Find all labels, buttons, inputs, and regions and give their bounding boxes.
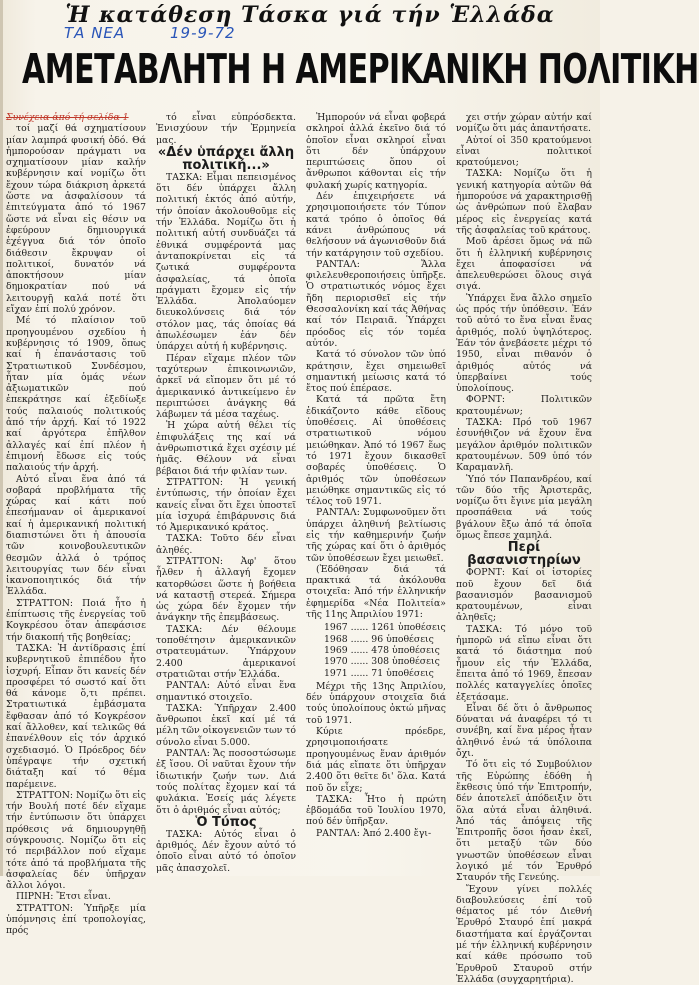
stat-line: 1969 ...... 478 ὑποθέσεις [324, 644, 440, 656]
paragraph: ΤΑΣΚΑ: Εἶμαι πεπεισμένος ὅτι δέν ὑπάρχει ἄλλη πολιτική ἐκτός ἀπό αὐτήν, τήν ὁποίαν ἀκολουθοῦμε εἰς τήν Ἑλλάδα. Νομίζω ὅτι ἡ πολιτική αὐτή συνδυάζει τά ἐθνικά συμφέροντά μας ἀνταποκρίνεται εἰς τά ζωτικά συμφέροντα ἀσφαλείας, τά ὁποῖα πράγματι ἔχομεν εἰς τήν Ἑλλάδα. Ἀπολαύομεν διευκολύνσεις διά τόν στόλον μας, τάς ὁποίας θά ἀπωλέσωμεν ἐάν δέν ὑπάρχει αὐτή ἡ κυβέρνησις. [156, 171, 296, 353]
paragraph: Ἡ χώρα αὐτή θέλει τίς ἐπιφυλάξεις της καί νά ἀνθρωπιστικά ἔχει σχέσιν μέ ἡμᾶς. Θέλουν νά εἶναι βέβαιοι διά τήν φιλίαν των. [156, 420, 296, 477]
paragraph: Κατά τό σύνολον τῶν ὑπό κράτησιν, ἔχει σημειωθεῖ σημαντική μείωσις κατά τό ἔτος πού ἐπέρασε. [306, 349, 446, 395]
paragraph: ΤΑΣΚΑ: Ἦτο ἡ πρώτη ἑβδομάδα τοῦ Ἰουλίου 1970, πού δέν ὑπῆρξαν. [306, 793, 446, 828]
paragraph: Μέχρι τῆς 13ης Ἀπριλίου, δέν ὑπάρχουν στοιχεῖα διά τούς ὑπολοίπους ὀκτώ μῆνας τοῦ 1971. [306, 680, 446, 726]
paragraph: ΤΑΣΚΑ: Τό μόνο τοῦ ἠμπορῶ νά εἴπω εἶναι ὅτι κατά τό διάστημα πού ἦμουν εἰς τήν Ἑλλάδα, ἔπειτα ἀπό τό 1969, ἔπεσαν πολλές καταγγελίες ὁποῖες ἐξετάσαμε. [456, 623, 592, 703]
paragraph: τό εἶναι εὐπρόσδεκτα. Ἐνισχύουν τήν Ἑρμηνεία μας. [156, 112, 296, 146]
paragraph: τοί μαζί θά σχηματίσουν μίαν λαμπρά φυσική ὁδό. Θά ἠμπορούσαν πράγματι να σχηματίσουν μίαν καλήν κυβέρνησιν καί νομίζω ὅτι ἔχουν τώρα διάκριση ἀρκετά ὥστε να ἀσφαλίσουν τά ἐπιτεύγματα ἀπό τό 1967 ὥστε νά εἶναι εἰς θέσιν να ἐφεύρουν δημιουργικά ἐχέγγυα διά τόν ὁποῖο διάθεσιν ἔκρυψαν οἱ πολιτικοί, δυνατόν νά ἀποκτήσουν μίαν δημοκρατίαν πού νά λειτουργῇ καλά ποτέ ὅτι εἴχαν ἐπί πολύ χρόνον. [6, 123, 146, 316]
case-statistics-list [324, 622, 446, 678]
paragraph: Μοῦ ἀρέσει ὅμως νά πῶ ὅτι ἡ ἑλληνική κυβέρνησις ἔχει ἀποφασίσει νά ἀπελευθερώσει ὅλους σιγά σιγά. [456, 236, 592, 293]
paragraph: Μέ τό πλαίσιον τοῦ προηγουμένου σχεδίου ἡ κυβέρνησις τό 1909, ὅπως καί ἡ ἐπανάστασις τοῦ Στρατιωτικοῦ Συνδέσμου, ἦταν μία ὁμάς νέων ἀξιωματικῶν πού ἐπεκράτησε καί ἐξεδίωξε τούς παλαιούς πολιτικούς ἀπό τήν ἀρχή. Καί τό 1922 καί ἀργότερα ἐπῆλθον ἀλλαγές καί ἐπί πλέον ἡ ἐπιμονή ἔδωσε εἰς τούς παλαιούς τήν ἀρχή. [6, 315, 146, 474]
stat-line: 1968 ...... 96 ὑποθέσεις [324, 633, 434, 645]
paragraph: ΤΑΣΚΑ: Τοῦτο δέν εἶναι ἀληθές. [156, 533, 296, 556]
column-1 [6, 112, 146, 937]
subheading-no-other-policy: «Δέν ὑπάρχει ἄλλη πολιτική...» [157, 144, 295, 173]
paragraph: ΣΤΡΑΤΤΟΝ: Ποιά ἦτο ἡ ἐπίπτωσις τῆς ἐνεργείας τοῦ Κογκρέσου ὅταν ἀπεφάσισε τήν διακοπή τῆς βοηθείας; [6, 597, 146, 643]
stat-line: 1970 ...... 308 ὑποθέσεις [324, 656, 440, 668]
main-headline: ΑΜΕΤΑΒΛΗΤΗ Η ΑΜΕΡΙΚΑΝΙΚΗ ΠΟΛΙΤΙΚΗ [22, 46, 699, 94]
kicker-title: Ἡ κατάθεση Τάσκα γιά τήν Ἑλλάδα [65, 2, 555, 28]
article-body [6, 112, 592, 985]
continued-marker: Συνέχεια ἀπό τή σελίδα 1 [6, 112, 129, 123]
paragraph: (Ἐδόθησαν διά τά πρακτικά τά ἀκόλουθα στοιχεῖα: Ἀπό τήν ἑλληνικήν ἐφημερίδα «Νέα Πολιτεία» τῆς 11ης Ἀπριλίου 1971: [306, 563, 446, 621]
paragraph: ΤΑΣΚΑ: Ἡ ἀντίδρασις ἐπί κυβερνητικοῦ ἐπιπέδου ἦτο ἰσχυρή. Εἶπαν ὅτι κανείς δέν προσφέρει τό σωστό καί ὅτι θά κάνομε ὅ,τι πρέπει. Στρατιωτικά ἐμβάσματα ἔφθασαν ἀπό τό Κογκρέσον καί ἄλλοθεν, καί τελικῶς θά ἐπανέλθουν εἰς τόν ἀρχικό σχεδιασμό. Ὁ Πρόεδρος δέν ὑπέγραψε τήν σχετική διάταξη καί τό θέμα παρέμεινε. [6, 642, 146, 790]
paragraph: ΦΟΡΝΤ: Πολιτικῶν κρατουμένων; [456, 394, 592, 417]
stat-line: 1971 ...... 71 ὑποθέσεις [324, 667, 434, 679]
paragraph: Ἔχουν γίνει πολλές διαβουλεύσεις ἐπί τοῦ θέματος μέ τόν Διεθνή Ἐρυθρό Σταυρό ἐπί μακρά διαστήματα καί ἐργάζονται μέ τήν ἑλληνική κυβέρνησιν καί κάθε πρόσωπο τοῦ Ἐρυθροῦ Σταυροῦ στήν Ἑλλάδα (συγχαρητήρια). [456, 883, 592, 985]
paragraph: Αὐτό εἶναι ἕνα ἀπό τά σοβαρά προβλήματα τῆς χώρας καί κάτι πού ἐπεσήμαναν οἱ ἀμερικανοί καί ἡ ἀμερικανική πολιτική διαπιστώνει ὅτι ἡ ἀπουσία τῶν κοινοβουλευτικῶν θεσμῶν ἀλλά ὁ τρόπος λειτουργίας των δέν εἶναι ἱκανοποιητικός διά τήν Ἑλλάδα. [6, 473, 146, 598]
paragraph: Πέραν εἴχαμε πλέον τῶν ταχύτερων ἐπικοινωνιῶν, ἀρκεῖ νά εἴπομεν ὅτι μέ τό ἀμερικανικό ἀντικείμενο ἐν περιπτώσει ἀνάγκης θά λάβωμεν τά μέσα ταχέως. [156, 352, 296, 421]
paragraph: ΡΑΝΤΑΛ: Ἄς ποσοστώσωμε ἐξ ἴσου. Οἱ ναῦται ἔχουν τήν ἰδιωτικήν ζωήν των. Διά τούς πολίτας ἔχομεν καί τά φυλάκια. Ἐσείς μάς λέγετε ὅτι ὁ ἀριθμός εἶναι αὐτός; [156, 748, 296, 816]
paragraph: ΣΤΡΑΤΤΟΝ: Νομίζω ὅτι εἰς τήν Βουλή ποτέ δέν εἴχαμε τήν ἐντύπωσιν ὅτι ὑπάρχει πρόθεσις νά δημιουργηθῇ σύγκρουσις. Νομίζω ὅτι εἰς τό περιβάλλον πού εἴχαμε τότε ἀπό τά προβλήματα τῆς ἀσφαλείας δέν ὑπῆρχαν ἄλλοι λόγοι. [6, 789, 146, 892]
paragraph: ΤΑΣΚΑ: Νομίζω ὅτι ἡ γενική κατηγορία αὐτῶν θά ἠμπορούσε νά χαρακτηρισθῇ ὡς ἀνθρώπων πού ἔλαβαν μέρος εἰς ἐνεργείας κατά τῆς ἀσφαλείας τοῦ κράτους. [456, 168, 592, 236]
column-3 [306, 112, 446, 872]
handwritten-date: 19-9-72 [170, 24, 236, 42]
paragraph: Δέν ἐπιχειρήσετε νά χρησιμοποιήσετε τόν Τύπον κατά τρόπο ὁ ὁποῖος θά κάνει ἀνθρώπους νά θελήσουν νά ἀγωνισθοῦν διά τήν κατάργησιν τοῦ σχεδίου. [306, 191, 446, 259]
subheading-press: Ὁ Τύπος [195, 814, 257, 830]
paragraph: Κύριε πρόεδρε, χρησιμοποιήσατε προηγουμένως ἕναν ἀριθμόν διά μάς εἴπατε ὅτι ὑπῆρχαν 2.400 ὅτι θεῖτε δι' ὅλα. Κατά ποῦ ὅν εἶχε; [306, 726, 446, 794]
paragraph: ΤΑΣΚΑ: Αὐτός εἶναι ὁ ἀριθμός. Δέν ἔχουν αὐτό τό ὁποῖο εἶναι αὐτό τό ὁποῖον μᾶς ἀπασχολεῖ. [156, 828, 296, 874]
paragraph: χει στήν χώραν αὐτήν καί νομίζω ὅτι μάς ἀπαντήσατε. [456, 112, 592, 135]
page-fold-edge [0, 0, 3, 876]
paragraph: ΡΑΝΤΑΛ: Συμφωνοῦμεν ὅτι ὑπάρχει ἀληθινή βελτίωσις εἰς τήν καθημερινήν ζωήν τῆς χώρας καί ὅτι ὁ ἀριθμός τῶν ὑποθέσεων ἔχει μειωθεῖ. [306, 507, 446, 564]
stat-line: 1967 ...... 1261 ὑποθέσεις [324, 622, 446, 634]
paragraph: ΣΤΡΑΤΤΟΝ: Ἡ γενική ἐντύπωσις, τήν ὁποίαν ἔχει κανείς εἶναι ὅτι ἔχει ὑποστεῖ μία ἰσχυρά ἐπιβάρυνσις διά τό Ἀμερικανικό κράτος. [156, 476, 296, 534]
paragraph: Εἶναι δέ ὅτι ὁ ἄνθρωπος δύναται νά ἀναφέρει τό τι συνέβη, καί ἕνα μέρος ἦταν ἀληθινό ἐνώ τά ὑπόλοιπα ὄχι. [456, 702, 592, 760]
paragraph: ΡΑΝΤΑΛ: Ἄλλα φιλελευθεροποιήσεις ὑπῆρξε. Ὁ στρατιωτικός νόμος ἔχει ἤδη περιορισθεῖ εἰς τήν Θεσσαλονίκη καί τάς Ἀθήνας καί τόν Πειραιᾶ. Ὑπάρχει πρόοδος εἰς τόν τομέα αὐτόν. [306, 258, 446, 349]
paragraph: ΦΟΡΝΤ: Καί οἱ ἰστορίες ποῦ ἔχουν δεῖ διά βασανισμόν βασανισμοῦ κρατουμένων, εἶναι ἀληθεῖς; [456, 567, 592, 624]
paragraph: Κατά τά πρῶτα ἔτη ἐδικάζοντο κάθε εἴδους ὑποθέσεις. Αἱ ὑποθέσεις στρατιωτικοῦ νόμου μειώθηκαν. Ἀπό τό 1967 ἕως τό 1971 ἔχουν δικασθεῖ σοβαρές ὑποθέσεις. Ὁ ἀριθμός τῶν ὑποθέσεων μειώθηκε σημαντικῶς εἰς τό τέλος τοῦ 1971. [306, 394, 446, 508]
paragraph: ΣΤΡΑΤΤΟΝ: Ἀφ' ὅτου ἦλθεν ἡ ἀλλαγή ἔχομεν κατορθώσει ὥστε ἡ βοήθεια νά καταστῇ στερεά. Σήμερα ὡς χώρα δέν ἔχομεν τήν ἀνάγκην τῆς ἐπεμβάσεως. [156, 555, 296, 624]
paragraph: ΣΤΡΑΤΤΟΝ: Ὑπῆρξε μία ὑπόμνησις ἐπί τροπολογίας, πρός [6, 902, 146, 937]
paragraph: Ὑπό τόν Παπανδρέου, καί τῶν δύο τῆς Ἀριστερᾶς, νομίζω ὅτι ἔγινε μία μεγάλη προσπάθεια νά τούς βγάλουν ἔξω ἀπό τά ὁποῖα ὅμως ἔπεσε χαμηλά. [456, 473, 592, 541]
handwritten-newspaper-name: ΤΑ ΝΕΑ [64, 24, 126, 42]
paragraph: Ἠμπορούν νά εἶναι φοβερά σκληροί ἀλλά ἐκεῖνο διά τό ὁποῖον εἶναι σκληροί εἶναι ὅτι δέν ὑπάρχουν περιπτώσεις ὅπου οἱ ἄνθρωποι κάθονται εἰς τήν φυλακή χωρίς κατηγορία. [306, 112, 446, 191]
column-4 [456, 112, 592, 985]
paragraph: ΠΙΡΝΗ: Ἔτσι εἶναι. [16, 891, 111, 903]
paragraph: ΤΑΣΚΑ: Ὑπῆρχαν 2.400 ἄνθρωποι ἐκεῖ καί μέ τά μέλη τῶν οἰκογενειῶν των τό σύνολο εἶναι 5.000. [156, 702, 297, 748]
paragraph: ΡΑΝΤΑΛ: Ἀπό 2.400 ἔγι- [316, 827, 432, 839]
paragraph: ΤΑΣΚΑ: Δέν θέλουμε τοποθέτησιν ἀμερικανικῶν στρατευμάτων. Ὑπάρχουν 2.400 ἀμερικανοί στρατιῶται στήν Ἑλλάδα. [156, 623, 296, 680]
paragraph: ΤΑΣΚΑ: Πρό τοῦ 1967 ἐσυνήθιζον νά ἔχουν ἕνα μεγάλον ἀριθμόν πολιτικῶν κρατουμένων. 509 ὑπό τόν Καραμανλῆ. [456, 417, 592, 474]
paragraph: Αὐτοί οἱ 350 κρατούμενοι εἶναι πολιτικοί κρατούμενοι; [456, 134, 592, 169]
paragraph: ΡΑΝΤΑΛ: Αὐτό εἶναι ἕνα σημαντικό στοιχεῖο. [156, 680, 296, 703]
paragraph: Ὑπάρχει ἕνα ἄλλο σημεῖο ὡς πρός τήν ὑπόθεσιν. Ἐάν τοῦ αὐτό το ἕνα εἶναι ἕνας ἀριθμός, πολύ ὑψηλότερος. Ἐάν τόν ἀνεβάσετε μέχρι τό 1950, εἶναι πιθανόν ὁ ἀριθμός αὐτός νά ὑπερβαίνει τούς ὑπολοίπους. [456, 292, 592, 395]
subheading-torture: Περί βασανιστηρίων [467, 540, 581, 569]
paragraph: Τό ὅτι εἰς τό Συμβούλιον τῆς Εὐρώπης ἐδόθη ἡ ἔκθεσις ὑπό τήν Ἐπιτροπήν, δέν ἀποτελεῖ ἀπόδειξιν ὅτι ὅλα αὐτά εἶναι ἀληθινά. Ἀπό τάς ἀπόψεις τῆς Ἐπιτροπῆς ὅσοι ἦσαν ἐκεῖ, ὅτι μεταξύ τῶν δύο γνωστῶν ὑποθέσεων εἶναι λογικό μέ τόν Ἐρυθρό Σταυρόν τῆς Γενεύης. [456, 759, 592, 884]
column-2 [156, 112, 296, 872]
